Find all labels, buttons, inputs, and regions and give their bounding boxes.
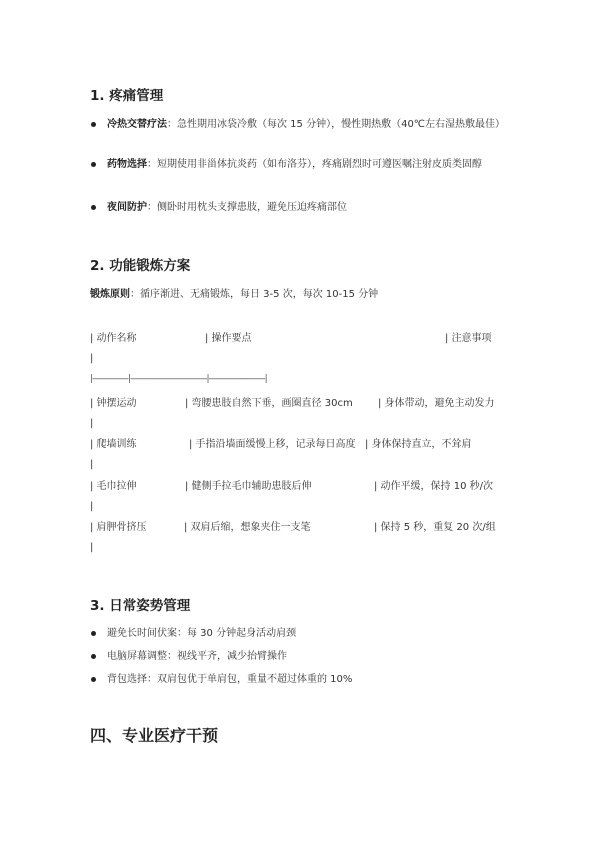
table-cell: | 钟摆运动: [90, 398, 137, 409]
item-text: ：侧卧时用枕头支撑患肢，避免压迫疼痛部位: [147, 202, 347, 213]
item-text: 避免长时间伏案：每 30 分钟起身活动肩颈: [107, 628, 297, 639]
table-cell: | 弯腰患肢自然下垂，画圈直径 30cm: [185, 398, 353, 409]
table-header-row: [90, 329, 508, 369]
bullet-icon: [91, 631, 96, 636]
item-text: ：急性期用冰袋冷敷（每次 15 分钟），慢性期热敷（40℃左右湿热敷最佳）: [167, 119, 506, 130]
table-cell: | 爬墙训练: [90, 439, 137, 450]
item-label: 冷热交替疗法: [107, 119, 167, 130]
table-pipe: |: [90, 501, 94, 512]
table-cell: | 肩胛骨挤压: [90, 522, 147, 533]
item-text: 电脑屏幕调整：视线平齐，减少抬臂操作: [107, 651, 287, 662]
item-text: ：短期使用非甾体抗炎药（如布洛芬），疼痛剧烈时可遵医嘱注射皮质类固醇: [147, 159, 482, 170]
table-cell: | 双肩后缩，想象夹住一支笔: [184, 522, 311, 533]
table-cell: | 健侧手拉毛巾辅助患肢后伸: [185, 481, 312, 492]
list-item: [107, 670, 507, 690]
item-label: 夜间防护: [107, 202, 147, 213]
bullet-icon: [91, 677, 96, 682]
principle-label: 锻炼原则: [90, 289, 130, 300]
table-cell: | 动作平缓，保持 10 秒/次: [374, 481, 493, 492]
table-pipe: |: [90, 418, 94, 429]
section-heading-exercise: 2. 功能锻炼方案: [90, 258, 191, 274]
list-item: [107, 115, 507, 135]
table-cell: | 身体保持直立，不耸肩: [365, 439, 472, 450]
table-row: [90, 518, 508, 558]
table-separator: |----------------|----------------------------------|-------------------------|: [90, 374, 267, 384]
bullet-icon: [91, 162, 96, 167]
list-item: [107, 198, 507, 218]
table-pipe: |: [90, 542, 94, 553]
item-text: 背包选择：双肩包优于单肩包，重量不超过体重的 10%: [107, 674, 353, 685]
item-label: 药物选择: [107, 159, 147, 170]
principle-text: ：循序渐进、无痛锻炼，每日 3-5 次，每次 10-15 分钟: [130, 289, 379, 300]
table-header-cell: | 注意事项: [445, 333, 492, 344]
section-heading-posture: 3. 日常姿势管理: [90, 598, 191, 614]
table-cell: | 毛巾拉伸: [90, 481, 137, 492]
exercise-principle: [90, 285, 510, 305]
table-header-cell: | 操作要点: [205, 333, 252, 344]
bullet-icon: [91, 205, 96, 210]
table-row: [90, 394, 508, 434]
table-pipe: |: [90, 459, 94, 470]
bullet-icon: [91, 654, 96, 659]
list-item: [107, 647, 507, 667]
list-item: [107, 624, 507, 644]
list-item: [107, 155, 507, 175]
table-pipe: |: [90, 353, 94, 364]
table-cell: | 保持 5 秒，重复 20 次/组: [374, 522, 496, 533]
table-header-cell: | 动作名称: [90, 333, 137, 344]
section-heading-medical: 四、专业医疗干预: [90, 726, 219, 745]
bullet-icon: [91, 122, 96, 127]
section-heading-pain: 1. 疼痛管理: [90, 88, 164, 104]
table-row: [90, 477, 508, 517]
table-row: [90, 435, 508, 475]
table-cell: | 手指沿墙面缓慢上移，记录每日高度: [189, 439, 356, 450]
table-cell: | 身体带动，避免主动发力: [378, 398, 495, 409]
